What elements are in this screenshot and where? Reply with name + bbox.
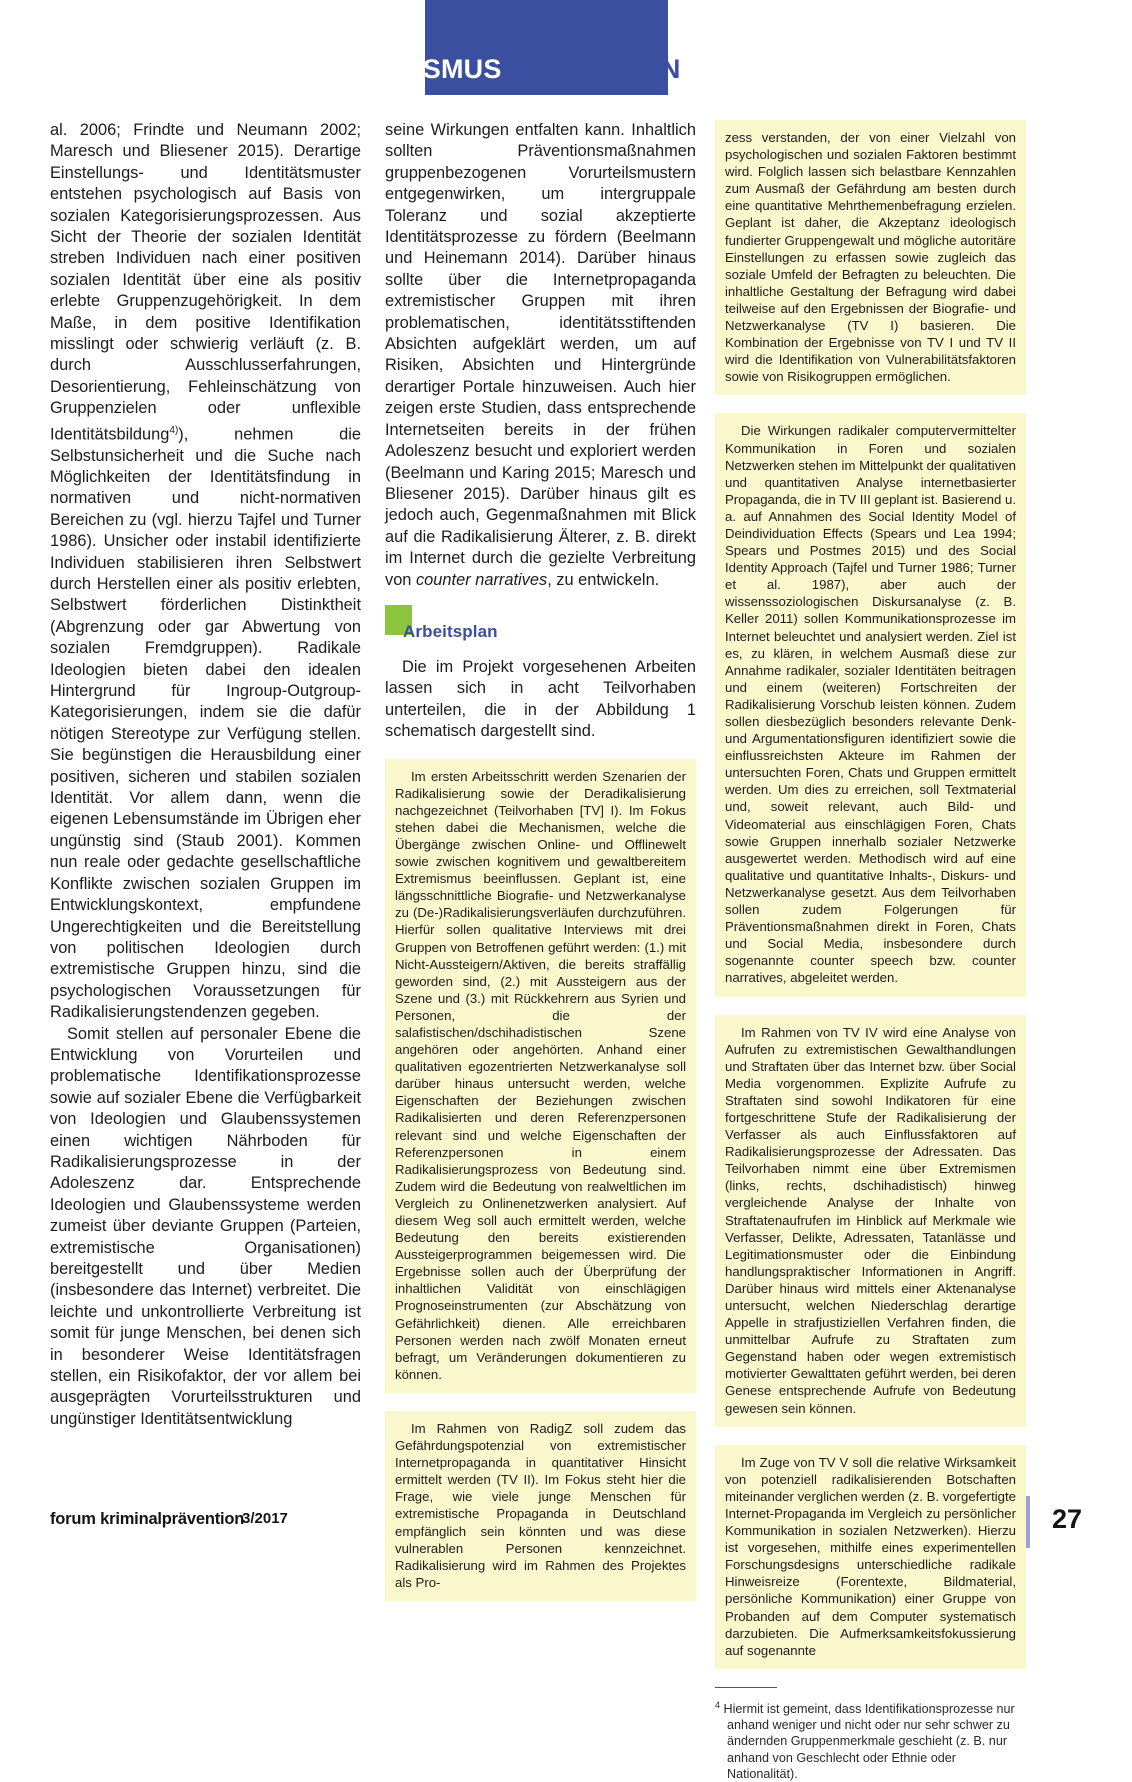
footer-divider <box>1026 1496 1030 1548</box>
paragraph <box>385 120 696 591</box>
highlight-box-text: zess verstanden, der von einer Vielzahl von psychologischen und sozialen Faktoren bestimmt wird. Folglich lassen sich belastbare Kennzahlen zum Ausmaß der Gefährdung am besten durch eine quantitative Mehrthemenbefragung erzielen. Geplant ist daher, die Akzeptanz ideologisch fundierter Gruppengewalt und mögliche autoritäre Einstellungen zu erfassen sowie zugleich das soziale Umfeld der Befragten zu beleuchten. Die inhaltliche Gestaltung der Befragung wird dabei teilweise auf den Ergebnissen der Biografie- und Netzwerkanalyse (TV I) basieren. Die Kombination der Ergebnisse von TV I und TV II wird die Identifikation von Vulnerabilitätsfaktoren sowie von Risikogruppen ermöglichen. <box>725 130 1016 385</box>
column-left <box>50 120 361 1430</box>
paragraph-text: seine Wirkungen entfalten kann. Inhaltlich sollten Präventionsmaßnahmen gruppenbezogenen Vorurteilsmustern entgegenwirken, um intergruppale Toleranz und sozial akzeptierte Identitätsprozesse zu fördern (Beelmann und Heinemann 2014). Darüber hinaus sollte über die Internetpropaganda extremistischer Gruppen mit ihren problematischen, identitätsstiftenden Absichten aufgeklärt werden, um auf Risiken, Absichten und Hintergründe derartiger Portale hinzuweisen. Auch hier zeigen erste Studien, dass entsprechende Internetseiten bereits in der frühen Adoleszenz besucht und exploriert werden (Beelmann und Karing 2015; Maresch und Bliesener 2015). Darüber hinaus gilt es jedoch auch, Gegenmaßnahmen mit Blick auf die Radikalisierung Älterer, z. B. direkt im Internet durch die gezielte Verbreitung von <box>385 121 696 589</box>
highlight-box <box>715 413 1026 996</box>
highlight-box <box>385 759 696 1393</box>
footnote-text: Hiermit ist gemeint, dass Identifikationsprozesse nur anhand weniger und nicht oder nur sehr schwer zu ändernden Gruppenmerkmale geschieht (z. B. nur anhand von Geschlecht oder Ethnie oder Nationalität). <box>723 1701 1015 1781</box>
highlight-box-text: Im Rahmen von RadigZ soll zudem das Gefährdungspotenzial von extremistischer Internetpropaganda in quantitativer Hinsicht ermittelt werden (TV II). Im Fokus steht hier die Frage, wie viele junge Menschen für extremistische Propaganda in Deutschland empfänglich sein könnten und was diese vulnerablen Personen kennzeichnet. Radikalisierung wird im Rahmen des Projektes als Pro- <box>395 1420 686 1590</box>
paragraph-text: al. 2006; Frindte und Neumann 2002; Maresch und Bliesener 2015). Derartige Einstellungs- und Identitätsmuster entstehen psychologisch auf Basis von sozialen Kategorisierungsprozessen. Aus Sicht der Theorie der sozialen Identität streben Individuen nach einer positiven sozialen Identität über eine als positiv erlebte Gruppenzugehörigkeit. In dem Maße, in dem positive Identifikation misslingt oder schwierig verläuft (z. B. durch Ausschlusserfahrungen, Desorientierung, Fehleinschätzung von Gruppenzielen oder unflexible Identitätsbildung <box>50 121 361 444</box>
footnote-reference: 4) <box>169 424 179 436</box>
page-title <box>0 56 1132 83</box>
highlight-box-text: Im Zuge von TV V soll die relative Wirksamkeit von potenziell radikalisierenden Botschaften miteinander verglichen werden (z. B. vorgefertigte Internet-Propaganda im Vergleich zu persönlicher Kommunikation in sozialen Netzwerken). Hierzu ist vorgesehen, mithilfe eines experimentellen Forschungsdesigns unterschiedliche radikale Hinweisreize (Forentexte, Bildmaterial, persönliche Kommunikation) einer Gruppe von Probanden auf dem Computer systematisch darzubieten. Die Aufmerksamkeitsfokussierung auf sogenannte <box>725 1454 1017 1658</box>
highlight-box-text: Die Wirkungen radikaler computervermittelter Kommunikation in Foren und sozialen Netzwerken stehen im Mittelpunkt der qualitativen und quantitativen Analyse internetbasierter Propaganda, die in TV III geplant ist. Basierend u. a. auf Annahmen des Social Identity Model of Deindividuation Effects (Spears und Lea 1994; Spears und Postmes 2015) und des Social Identity Approach (Tajfel und Turner 1986; Turner et al. 1987), aber auch der wissenssoziologischen Diskursanalyse (z. B. Keller 2011) sollen Kommunikationsprozesse im Internet beleuchtet und analysiert werden. Ziel ist es, zu klären, in welchem Ausmaß diese zur Annahme radikaler, sozialer Identitäten beitragen und einem (weiteren) Fortschreiten der Radikalisierung Vorschub leisten können. Zudem sollen diesbezüglich besonders relevante Denk- und Argumentationsfiguren identifiziert sowie die einflussreichsten Akteure im Rahmen der untersuchten Foren, Chats und Gruppen ermittelt werden. Um dies zu erreichen, soll Textmaterial und, soweit relevant, auch Bild- und Videomaterial aus einschlägigen Foren, Chats sowie Gruppen innerhalb sozialer Netzwerke ausgewertet werden. Methodisch wird auf eine qualitative und quantitative Inhalts-, Diskurs- und Netzwerkanalyse gesetzt. Aus dem Teilvorhaben sollen zudem Folgerungen für Präventionsmaßnahmen direkt in Foren, Chats und Social Media, insbesondere durch sogenannte counter speech bzw. counter narratives, abgeleitet werden. <box>725 423 1017 986</box>
page-footer <box>50 1504 1082 1544</box>
paragraph-text-cont: , zu entwickeln. <box>547 570 660 589</box>
page-number: 27 <box>1051 1504 1082 1534</box>
highlight-box-text: Im Rahmen von TV IV wird eine Analyse von Aufrufen zu extremistischen Gewalthandlungen und Straftaten über das Internet bzw. über Social Media vorgenommen. Explizite Aufrufe zu Straftaten sind sowohl Indikatoren für eine fortgeschrittene Stufe der Radikalisierung der Verfasser als auch Einflussfaktoren auf Radikalisierungsprozesse der Adressaten. Das Teilvorhaben nimmt eine über Extremismen (links, rechts, dschihadistisch) hinweg vergleichende Analyse der Inhalte von Straftatenaufrufen im Hinblick auf Merkmale wie Verfasser, Delikte, Adressaten, Tatanlässe und Legitimationsmuster oder die Einbindung handlungspraktischer Informationen in Angriff. Darüber hinaus wird mittels einer Aktenanalyse untersucht, welchen Niederschlag derartige Appelle in strafjustiziellen Verfahren finden, die unmittelbar Aufrufe zu Straftaten zum Gegenstand haben oder wegen extremistisch motivierter Gewalttaten geführt werden, bei deren Genese entsprechende Aufrufe von Bedeutung gewesen sein können. <box>725 1024 1016 1416</box>
footnote-body <box>715 1697 1026 1782</box>
highlight-box <box>715 1015 1026 1427</box>
column-middle <box>385 120 696 1619</box>
paragraph: Somit stellen auf personaler Ebene die Entwicklung von Vorurteilen und problematische Identifikationsprozesse sowie auf sozialer Ebene die Verfügbarkeit von Ideologien und Glaubenssystemen einen wichtigen Nährboden für Radikalisierungsprozesse in der Adoleszenz dar. Entsprechende Ideologien und Glaubenssysteme werden zumeist über deviante Gruppen (Parteien, extremistische Organisationen) bereitgestellt und über Medien (insbesondere das Internet) verbreitet. Die leichte und unkontrollierte Verbreitung ist somit für junge Menschen, bei denen sich in besonderer Weise Identitätsfragen stellen, ein Risikofaktor, der vor allem bei ausgeprägten Vorurteilsstrukturen und ungünstiger Identitätsentwicklung <box>50 1024 361 1428</box>
page-title-part-b: PRÄVENTION <box>501 54 681 84</box>
paragraph-text-cont: ), nehmen die Selbstunsicherheit und die Suche nach Möglichkeiten der Identitätsfindung in normativen und nicht-normativen Bereichen zu (vgl. hierzu Tajfel und Turner 1986). Unsicher oder instabil identifizierte Individuen stabilisieren ihren Selbstwert durch Herstellen einer als positiv erlebten, Selbstwert förderlichen Distinktheit (Abgrenzung oder gar Abwertung von sozialen Fremdgruppen). Radikale Ideologien bieten dabei den idealen Hintergrund für Ingroup-Outgroup-Kategorisierungen, indem sie die dafür nötigen Stereotype zur Verfügung stellen. Sie begünstigen die Herausbildung einer positiven, sicheren und stabilen sozialen Identität. Vor allem dann, wenn die eigenen Lebensumstände im Übrigen eher ungünstig sind (Staub 2001). Kommen nun reale oder gedachte gesellschaftliche Konflikte zwischen sozialen Gruppen im Entwicklungskontext, empfundene Ungerechtigkeiten und die Bereitstellung von politischen Ideologien durch extremistische Gruppen hinzu, sind die psychologischen Voraussetzungen für Radikalisierungstendenzen gegeben. <box>50 425 361 1022</box>
highlight-box-text: Im ersten Arbeitsschritt werden Szenarien der Radikalisierung sowie der Deradikalisierung nachgezeichnet (Teilvorhaben [TV] I). Im Fokus stehen dabei die Mechanismen, welche die Übergänge zwischen Online- und Offlinewelt sowie zwischen kognitivem und gewaltbereitem Extremismus beeinflussen. Geplant ist, eine längsschnittliche Biografie- und Netzwerkanalyse zu (De-)Radikalisierungsverläufen durchzuführen. Hierfür sollen qualitative Interviews mit drei Gruppen von Betroffenen geführt werden: (1.) mit Nicht-Aussteigern/Aktiven, die bereits straffällig geworden sind, (2.) mit Aussteigern aus der Szene und (3.) mit Rückkehrern aus Syrien und Personen, die der salafistischen/dschihadistischen Szene angehören oder angehörten. Anhand einer qualitativen egozentrierten Netzwerkanalyse soll darüber hinaus untersucht werden, welche Eigenschaften der Beziehungen zwischen Radikalisierten und deren Referenzpersonen relevant sind und welche Eigenschaften der Referenzpersonen in einem Radikalisierungsprozess von Bedeutung sind. Zudem wird die Bedeutung von realweltlichen im Vergleich zu Onlinenetzwerken analysiert. Auf diesem Weg soll auch ermittelt werden, welche Bedeutung den bereits existierenden Aussteigerprogrammen beigemessen wird. Die Ergebnisse sollen auch der Überprüfung der inhaltlichen Validität von einschlägigen Prognoseinstrumenten (zur Abschätzung von Gefährlichkeit) dienen. Alle erreichbaren Personen werden nach zwölf Monaten erneut befragt, um Veränderungen dokumentieren zu können. <box>395 768 686 1382</box>
footnote <box>715 1687 1026 1782</box>
page-title-part-a: EXTREMISMUS <box>301 54 502 84</box>
footer-journal-name: forum kriminalprävention <box>50 1510 245 1528</box>
paragraph: Die im Projekt vorgesehenen Arbeiten lassen sich in acht Teilvorhaben unterteilen, die in der Abbildung 1 schematisch dargestellt sind. <box>385 657 696 741</box>
paragraph <box>50 120 361 1024</box>
highlight-box <box>715 120 1026 395</box>
italic-term: counter narratives <box>415 570 548 589</box>
footer-issue: 3/2017 <box>242 1510 288 1527</box>
section-heading <box>385 617 696 647</box>
highlight-box <box>715 1445 1026 1669</box>
footnote-rule <box>715 1687 777 1688</box>
section-heading-label: Arbeitsplan <box>403 621 498 641</box>
footnote-number: 4 <box>715 1699 721 1710</box>
